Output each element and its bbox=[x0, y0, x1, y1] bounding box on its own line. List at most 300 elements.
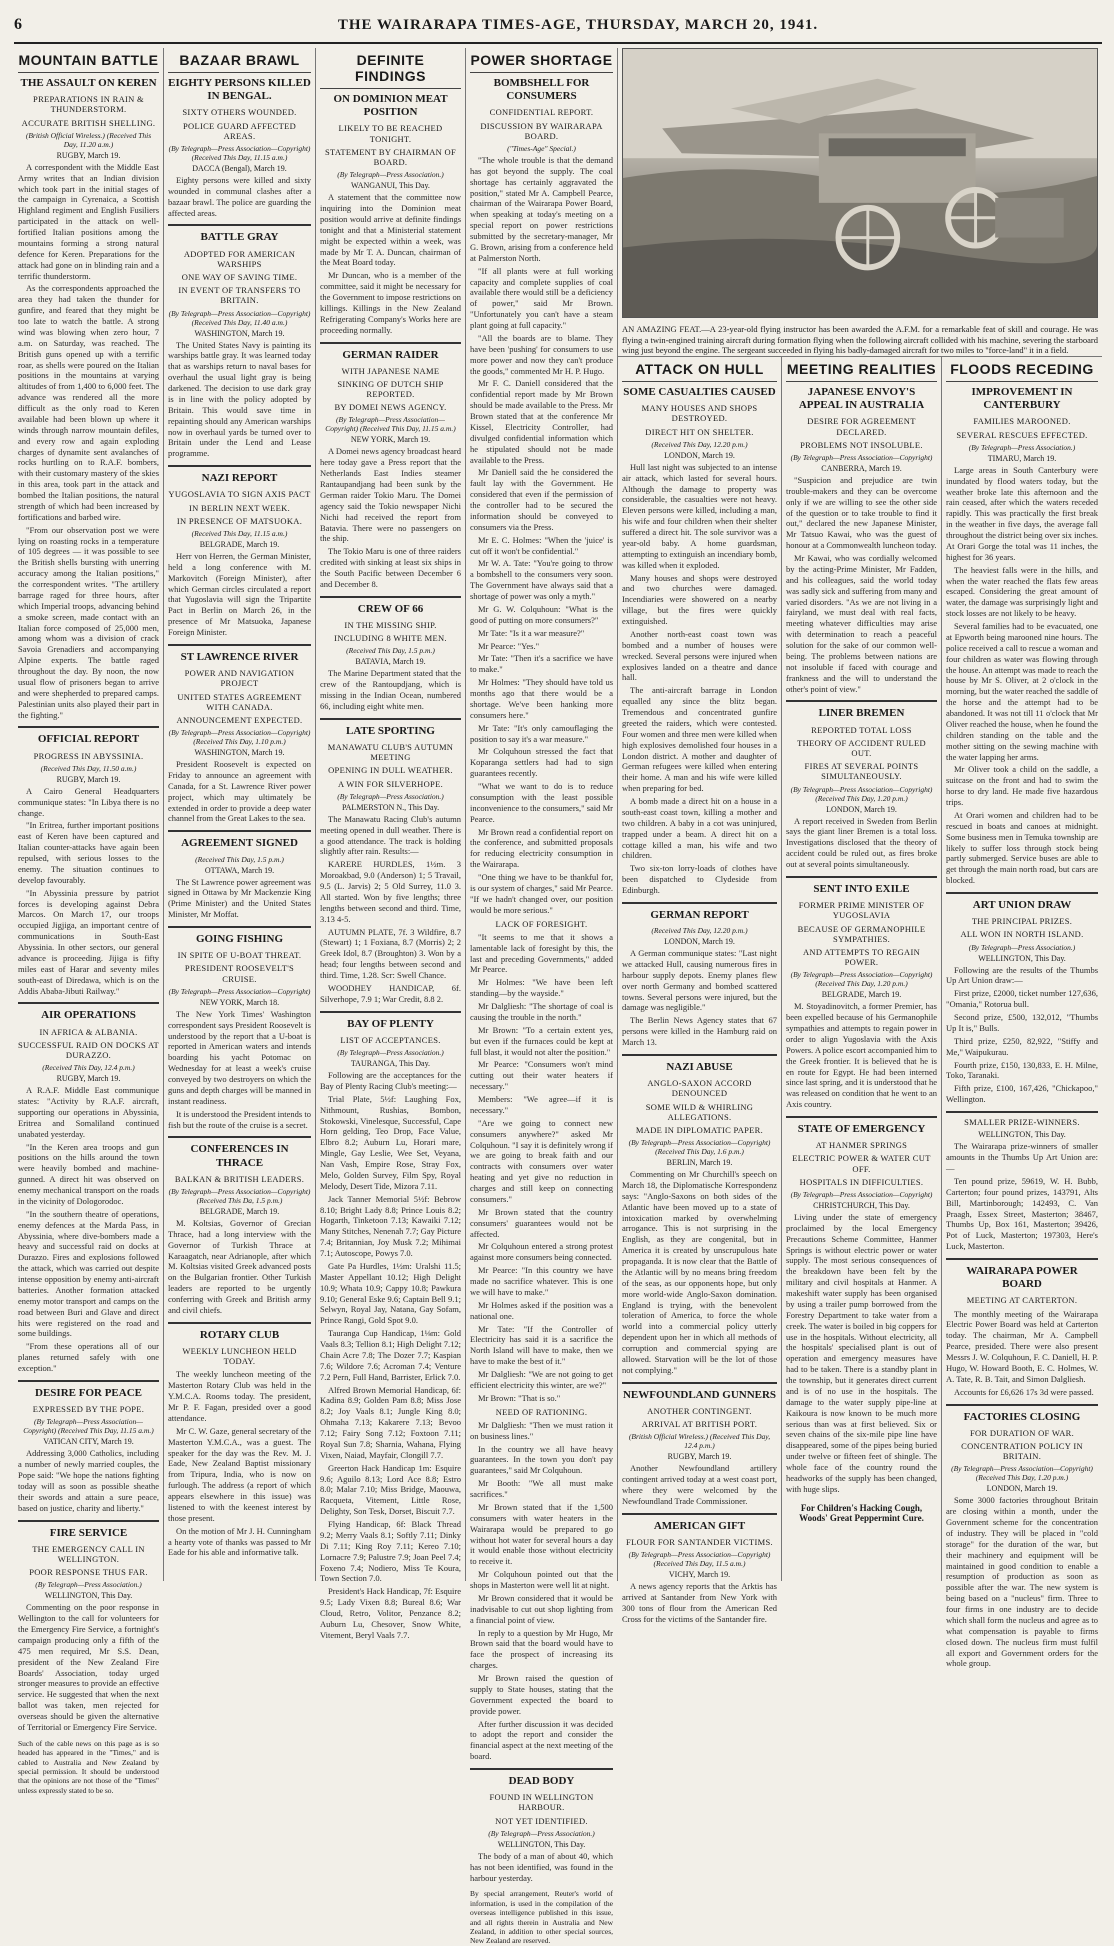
article-paragraph: Many houses and shops were destroyed and two churches were damaged. Incendiaries were showered on a nearby village, but the fires were quickly extinguished. bbox=[622, 572, 777, 626]
deck: BY DOMEI NEWS AGENCY. bbox=[334, 402, 447, 413]
subheadline: YUGOSLAVIA TO SIGN AXIS PACT bbox=[168, 489, 311, 500]
article-paragraph: The monthly meeting of the Wairarapa Electric Power Board was held at Carterton today. The chairman, Mr A. Campbell Pearce, presided. There were also present Messrs J. W. Colquhoun, F. C. Daniell, H. P. Hugo, W. Howard Booth, E. C. Holmes, W. A. Tate, R. B. Tait, and Simon Dalgliesh. bbox=[946, 1308, 1098, 1384]
credit-line: (By Telegraph—Press Association—Copyright) (Received This Day, 11.15 a.m.) bbox=[23, 1417, 154, 1436]
article-paragraph: Mr Tate: "Then it's a sacrifice we have to make." bbox=[470, 653, 613, 675]
article-paragraph: Mr C. W. Gaze, general secretary of the Masterton Y.M.C.A., was a guest. The speaker for the day was the Rev. M. J. Eade, New Zealand Baptist missionary from Tripura, India, who is now on furlough. The address (a report of which appears elsewhere in this issue) was listened to with the keenest interest by those present. bbox=[168, 1425, 311, 1523]
article-paragraph: Trial Plate, 5½f: Laughing Fox, Nithmount, Rushias, Bombon, Stokowski, Vinelesque, Successful, Cape Horn gelding, Teo Drop, Face Value, Elbro 8.2; Auburn Lu, Horari mare, Mingle, Gay Leslie, Wee Set, Veyana, Nan Vash, Empire Rose, Stray Fox, Melo, Golden Survey, Film Spy, Royal Melody, Desert Tide, Mizora 7.11. bbox=[320, 1093, 461, 1191]
article-paragraph: Tauranga Cup Handicap, 1⅛m: Gold Vaals 8.3; Tellion 8.1; High Delight 7.12; Chain Acre 7.8; The Dozer 7.7; Kaspian 7.6; Wildore 7.6; Acroman 7.4; Venture 7.2 Pern, Full Hand, Barrister, Erlick 7.0. bbox=[320, 1328, 461, 1382]
deck: SIXTY OTHERS WOUNDED. bbox=[182, 107, 297, 118]
article-paragraph: Mr Duncan, who is a member of the committee, said it might be necessary for the Government to impose restrictions on killings. Killings in the New Zealand Refrigerating Company's Works here are proceeding normally. bbox=[320, 270, 461, 335]
headline: NAZI ABUSE bbox=[666, 1060, 733, 1073]
deck: LIKELY TO BE REACHED TONIGHT. bbox=[338, 123, 443, 144]
article-paragraph: Mr Brown: "That is so." bbox=[478, 1392, 561, 1403]
deck: POOR RESPONSE THUS FAR. bbox=[29, 1567, 148, 1578]
article-paragraph: Mr Colquhoun pointed out that the shops in Masterton were well lit at night. bbox=[470, 1569, 613, 1591]
subheadline: EIGHTY PERSONS KILLED IN BENGAL. bbox=[168, 77, 311, 103]
deck: AND ATTEMPTS TO REGAIN POWER. bbox=[802, 946, 921, 968]
headline: OFFICIAL REPORT bbox=[37, 733, 140, 746]
divider bbox=[320, 718, 461, 721]
right-block bbox=[618, 48, 1102, 1669]
credit-line: (By Telegraph—Press Association—Copyright) (Received This Day, 1.20 p.m.) bbox=[790, 970, 933, 989]
deck: PROGRESS IN ABYSSINIA. bbox=[33, 750, 144, 761]
article-paragraph: Mr Pearce: "Consumers won't mind cutting out their water heaters if necessary." bbox=[470, 1059, 613, 1092]
dateline: LONDON, March 19. bbox=[664, 937, 735, 947]
divider bbox=[946, 1404, 1098, 1407]
article-paragraph: Commenting on the poor response in Wellington to the call for volunteers for the Emergency Fire Service, a fortnight's campaign producing only a fifth of the 475 men required, Mr S.S. Dean, president of the New Zealand Fire Boards' Association, today urged stronger measures to provide an effective service. He suggested that when the next ballot was taken, men rejected for overseas should be given the alternative of Territorial or Emergency Fire Service. bbox=[18, 1602, 159, 1732]
credit-line: (By Telegraph—Press Association.) bbox=[337, 1048, 444, 1058]
article-paragraph: Mr Oliver took a child on the saddle, a suitcase on the front and had to swim the horse to dry land. He made five hazardous trips. bbox=[946, 764, 1098, 807]
column-3 bbox=[316, 48, 466, 1640]
divider bbox=[622, 1054, 777, 1057]
deck: ELECTRIC POWER & WATER CUT OFF. bbox=[792, 1153, 931, 1174]
article-paragraph: Mr G. W. Colquhoun: "What is the good of putting on more consumers?" bbox=[470, 603, 613, 625]
article-paragraph: "If all plants were at full working capacity and complete supplies of coal available there would still be a deficiency of power," said Mr Brown. "Unfortunately you can't have a steam plant going at full capacity." bbox=[470, 265, 613, 331]
dateline: NEW YORK, March 18. bbox=[199, 997, 280, 1007]
article-paragraph: Another Newfoundland artillery contingent arrived today at a west coast port, where they were welcomed by the Newfoundland Trade Commissioner. bbox=[622, 1463, 777, 1506]
article-paragraph: Third prize, £250, 82,922, "Stiffy and Me," Waipukurau. bbox=[946, 1035, 1098, 1057]
article-paragraph: The anti-aircraft barrage in London equalled any since the blitz began. Tremendous and concentrated gunfire greeted the raiders, which were contested. Four women and three men were killed when high explosives demolished four houses in a London district. A mother and daughter of German refugees were killed when entering their home. A man and his wife were killed when preparing for bed. bbox=[622, 685, 777, 794]
article-paragraph: Following are the results of the Thumbs Up Art Union draw:— bbox=[946, 964, 1098, 986]
crosshead: LACK OF FORESIGHT. bbox=[495, 918, 588, 929]
credit-line: (By Telegraph—Press Association—Copyright) (Received This Day, 11.15 a.m.) bbox=[168, 143, 311, 162]
deck: PROBLEMS NOT INSOLUBLE. bbox=[800, 439, 923, 450]
article-paragraph: The Wairarapa prize-winners of smaller amounts in the Thumbs Up Art Union are:— bbox=[946, 1141, 1098, 1173]
credit-line: (By Telegraph—Press Association.) bbox=[337, 791, 444, 801]
dateline: WELLINGTON, This Day. bbox=[978, 1130, 1066, 1140]
divider bbox=[168, 830, 311, 833]
headline: CREW OF 66 bbox=[357, 602, 424, 615]
deck: ALL WON IN NORTH ISLAND. bbox=[960, 929, 1084, 940]
dateline: VATICAN CITY, March 19. bbox=[43, 1437, 134, 1447]
subheadline: ADOPTED FOR AMERICAN WARSHIPS bbox=[183, 248, 296, 269]
article-paragraph: Ten pound prize, 59619, W. H. Bubb, Carterton; four pound prizes, 143791, Alts Bill, Martinborough; 142493, C. Van Praagh, Essex Street, Masterton; 38467, Thumbs Up, Box 161, Masterton; 39426, Pot of Luck, Masterton; 197303, Here's Luck, Masterton. bbox=[946, 1175, 1098, 1252]
article-paragraph: A R.A.F. Middle East communique states: "Activity by R.A.F. aircraft, supporting our operations in Abyssinia, Eritrea and Somaliland continued unabated yesterday. bbox=[18, 1085, 159, 1139]
deck: LIST OF ACCEPTANCES. bbox=[340, 1034, 441, 1045]
divider bbox=[168, 926, 311, 929]
column-4 bbox=[466, 48, 618, 1946]
article-paragraph: Mr F. C. Daniell considered that the confidential report made by Mr Brown should be made available to the Press. Mr Brown stated that at the conference Mr Kissel, Electricity Controller, had divulged confidential information which he stipulated should not be made available to the Press. bbox=[470, 378, 613, 465]
subheadline: ANGLO-SAXON ACCORD DENOUNCED bbox=[647, 1078, 752, 1099]
subheadline: REPORTED TOTAL LOSS bbox=[811, 724, 912, 735]
column-6 bbox=[782, 357, 942, 1581]
article-paragraph: Addressing 3,000 Catholics, including a number of newly married couples, the Pope said: "We hope the nations fighting today will as soon as possible sheathe their swords and attain a sure peace, based on justice, charity and liberty." bbox=[18, 1448, 159, 1513]
headline: MOUNTAIN BATTLE bbox=[18, 48, 159, 73]
deck: DISCUSSION BY WAIRARAPA BOARD. bbox=[480, 120, 603, 141]
headline: LINER BREMEN bbox=[818, 707, 905, 720]
credit-line: (Received This Day, 12.20 p.m.) bbox=[651, 926, 748, 936]
credit-line: (By Telegraph—Press Association—Copyright) (Received This Day, 1.10 p.m.) bbox=[168, 728, 311, 747]
divider bbox=[168, 465, 311, 468]
article-paragraph: "In Eritrea, further important positions east of Keren have been captured and Italian counter-attacks have again been repulsed, with serious losses to the enemy. The situation continues to develop favourably. bbox=[18, 820, 159, 885]
dateline: RUGBY, March 19. bbox=[56, 774, 121, 784]
article-paragraph: "In the Keren area troops and gun positions on the hills around the town were heavily bombed and machine-gunned. A direct hit was observed on enemy mechanical transport on the roads in the vicinity of Dologorodoc. bbox=[18, 1141, 159, 1206]
credit-line: (By Telegraph—Press Association.) bbox=[968, 442, 1076, 452]
deck: PRESIDENT ROOSEVELT'S CRUISE. bbox=[184, 963, 295, 984]
article-paragraph: The United States Navy is painting its warships battle gray. It was learned today that as warships return to naval bases for overhaul the usual light gray is being darkened. The decision to use dark gray is in line with the policy adopted by Britain. This would save time in repainting should any American warships now in overhaul yards be turned over to Britain under the Lend and Lease programme. bbox=[168, 339, 311, 459]
dateline: WELLINGTON, This Day. bbox=[44, 1591, 133, 1601]
headline: LATE SPORTING bbox=[346, 724, 435, 737]
column-2 bbox=[164, 48, 316, 1581]
headline: AMERICAN GIFT bbox=[653, 1519, 746, 1532]
dateline: OTTAWA, March 19. bbox=[204, 865, 275, 875]
deck: ARRIVAL AT BRITISH PORT. bbox=[641, 1419, 758, 1430]
headline: DESIRE FOR PEACE bbox=[35, 1386, 142, 1399]
divider bbox=[622, 1382, 777, 1385]
deck: ONE WAY OF SAVING TIME. bbox=[181, 272, 298, 282]
deck: MANY HOUSES AND SHOPS DESTROYED. bbox=[641, 403, 758, 424]
article-paragraph: The Manawatu Racing Club's autumn meeting opened in dull weather. There is a good attendance. The track is holding slightly after rain. Results:— bbox=[320, 813, 461, 857]
deck: IN AFRICA & ALBANIA. bbox=[39, 1026, 138, 1037]
credit-line: (By Telegraph—Press Association.) bbox=[35, 1580, 142, 1590]
article-paragraph: A bomb made a direct hit on a house in a south-east coast town, killing a mother and two children. A baby in a cot was uninjured, trapped under a beam. A direct hit on a cottage killed a man, his wife and two children. bbox=[622, 796, 777, 861]
headline: GOING FISHING bbox=[195, 933, 284, 945]
deck: IN SPITE OF U-BOAT THREAT. bbox=[177, 950, 302, 961]
photo-caption: AN AMAZING FEAT.—A 23-year-old flying instructor has been awarded the A.F.M. for a remarkable feat of skill and courage. He was flying a twin-engined training aircraft during formation flying when the following aircraft collided with his machine, severing the starboard wing just beyond the engine. The sergeant succeeded in flying his badly-damaged aircraft for two miles to "force-land" it in a field. bbox=[622, 324, 1098, 356]
deck: THE PRINCIPAL PRIZES. bbox=[971, 916, 1073, 927]
article-paragraph: The body of a man of about 40, which has not been identified, was found in the harbour yesterday. bbox=[470, 1850, 613, 1883]
deck: IN BERLIN NEXT WEEK. bbox=[188, 502, 291, 513]
deck: SEVERAL RESCUES EFFECTED. bbox=[956, 429, 1088, 440]
article-paragraph: In reply to a question by Mr Hugo, Mr Brown said that the board would have to face the prospect of increasing its charges. bbox=[470, 1627, 613, 1671]
dateline: LONDON, March 19. bbox=[986, 1484, 1058, 1494]
crosshead: NEED OF RATIONING. bbox=[495, 1406, 588, 1417]
credit-line: (By Telegraph—Press Association.) bbox=[337, 170, 444, 180]
article-paragraph: Mr Tate: "It's only camouflaging the position to say it's a war measure." bbox=[470, 722, 613, 744]
article-paragraph: The heaviest falls were in the hills, and when the water reached the flats few areas escaped. Considering the great amount of water, the damage was surprisingly light and stock losses are not likely to be heavy. bbox=[946, 564, 1098, 619]
lower-grid bbox=[618, 356, 1102, 1669]
divider bbox=[320, 342, 461, 345]
headline: GERMAN REPORT bbox=[650, 908, 749, 921]
headline: DEFINITE FINDINGS bbox=[320, 48, 461, 89]
deck: SINKING OF DUTCH SHIP REPORTED. bbox=[337, 378, 444, 400]
credit-line: ("Times-Age" Special.) bbox=[507, 143, 576, 153]
headline: BAZAAR BRAWL bbox=[168, 48, 311, 73]
article-paragraph: "One thing we have to be thankful for, is our system of charges," said Mr Pearce. "If we hadn't changed over, our position would be more serious." bbox=[470, 872, 613, 915]
dateline: WASHINGTON, March 19. bbox=[194, 748, 285, 758]
footnote: Such of the cable news on this page as is so headed has appeared in the "Times," and is cabled to Australia and New Zealand by special permission. It should be understood that the opinions are not those of the "Times" unless expressly stated to be so. bbox=[18, 1738, 159, 1795]
article-paragraph: WOODHEY HANDICAP, 6f. Silverhope, 7.9 1; War Credit, 8.8 2. bbox=[320, 982, 461, 1004]
deck: CONFIDENTIAL REPORT. bbox=[489, 107, 594, 118]
article-paragraph: Fourth prize, £150, 130,833, E. H. Milne, Toko, Taranaki. bbox=[946, 1059, 1098, 1081]
article-paragraph: Mr Brown considered that it would be inadvisable to cut out shop lighting from a financial point of view. bbox=[470, 1592, 613, 1625]
credit-line: (Received This Day, 1.5 p.m.) bbox=[195, 854, 284, 864]
divider bbox=[18, 1002, 159, 1005]
article-paragraph: Mr Daniell said the he considered the fault lay with the Government. He considered that even if the permission of the controller had to be secured the information should be conveyed to consumers via the Press. bbox=[470, 467, 613, 532]
article-paragraph: KARERE HURDLES, 1½m. 3 Moroakbad, 9.0 (Anderson) 1; 5 Travail, 9.5 (L. Jarvis) 2; 5 Old Surrey, 11.0 3. All started. Won by five lengths; three lengths between second and third. Time, 3.13 4-5. bbox=[320, 859, 461, 924]
advertisement: For Children's Hacking Cough, Woods' Great Peppermint Cure. bbox=[799, 1502, 924, 1523]
column-1 bbox=[14, 48, 164, 1795]
subheadline: FORMER PRIME MINISTER OF YUGOSLAVIA bbox=[798, 900, 925, 921]
article-paragraph: "Are we going to connect new consumers anywhere?" asked Mr Colquhoun. "I say it is definitely wrong if we are going to break faith and our contracts with consumers over water heating and yet give no reduction in charges and still keep on connecting consumers." bbox=[470, 1117, 613, 1204]
dateline: RUGBY, March 19. bbox=[56, 150, 121, 160]
dateline: VICHY, March 19. bbox=[668, 1570, 731, 1580]
article-paragraph: President's Hack Handicap, 7f: Esquire 9.5; Lady Vixen 8.8; Bureal 8.6; War Cloud, Retro, Volitor, Penzance 8.2; Auburn Lu, Chesover, Snow White, Vitement, Beryl Vaals 7.7. bbox=[320, 1586, 462, 1640]
deck: DESIRE FOR AGREEMENT DECLARED. bbox=[807, 416, 916, 437]
subheadline: MANAWATU CLUB'S AUTUMN MEETING bbox=[327, 742, 454, 763]
article-paragraph: Mr Brown stated that if the 1,500 consumers with water heaters in the Wairarapa would be prepared to go without hot water for several hours a day it would enable those without electricity to receive it. bbox=[470, 1501, 613, 1567]
headline: FIRE SERVICE bbox=[49, 1526, 128, 1539]
deck: SOME WILD & WHIRLING ALLEGATIONS. bbox=[645, 1101, 754, 1122]
headline: ST LAWRENCE RIVER bbox=[180, 650, 299, 663]
subheadline: SOME CASUALTIES CAUSED bbox=[623, 386, 776, 398]
article-paragraph: Second prize, £500, 132,012, "Thumbs Up It is," Bulls. bbox=[946, 1012, 1098, 1033]
dateline: BELGRADE, March 19. bbox=[821, 990, 902, 1000]
dateline: LONDON, March 19. bbox=[826, 804, 897, 814]
credit-line: (By Telegraph—Press Association—Copyright) (Received This Day, 1.6 p.m.) bbox=[628, 1138, 771, 1157]
article-paragraph: It is understood the President intends to fish but the route of the cruise is a secret. bbox=[168, 1108, 311, 1130]
divider bbox=[946, 892, 1098, 895]
dateline: PALMERSTON N., This Day. bbox=[341, 802, 440, 812]
deck: ANNOUNCEMENT EXPECTED. bbox=[176, 714, 303, 725]
article-paragraph: Jack Tanner Memorial 5½f: Bebrow 8.10; Bright Lady 8.8; Prince Louis 8.2; Hogarth, Tinketoon 7.13; Kawaiki 7.12; Many Stitches, Nenenah 7.7; Gay Picture 7.4; Britannian, Joy Musk 7.2; Mihimai 7.1; Autoscope, Powys 7.0. bbox=[320, 1193, 461, 1259]
article-paragraph: Accounts for £6,626 17s 3d were passed. bbox=[954, 1386, 1094, 1397]
deck: FOUND IN WELLINGTON HARBOUR. bbox=[489, 1792, 594, 1813]
deck: DIRECT HIT ON SHELTER. bbox=[645, 426, 754, 437]
article-paragraph: The Berlin News Agency states that 67 persons were killed in the Hamburg raid on March 13. bbox=[622, 1015, 777, 1048]
credit-line: (By Telegraph—Press Association—Copyright) (Received This Day, 11.5 a.m.) bbox=[628, 1550, 771, 1569]
divider bbox=[168, 1136, 311, 1139]
article-paragraph: A statement that the committee now inquiring into the Dominion meat position would arrive at definite findings tonight and that a Ministerial statement might be expected within a week, was made by Mr T. A. Duncan, chairman of the Meat Board today. bbox=[320, 192, 461, 268]
credit-line: (By Telegraph—Press Association—Copyright) bbox=[790, 1189, 933, 1199]
article-paragraph: "All the boards are to blame. They have been 'pushing' for consumers to use more power and now they can't produce the goods," commented Mr H. P. Hugo. bbox=[470, 332, 613, 376]
headline: MEETING REALITIES bbox=[786, 357, 937, 382]
subheadline: WITH JAPANESE NAME bbox=[341, 365, 440, 376]
headline: GERMAN RAIDER bbox=[342, 348, 439, 361]
article-paragraph: "From our observation post we were lying on roasting rocks in a temperature of 105 degrees — it was possible to see the British shells bursting with unerring accuracy among the Italian positions," the correspondent writes. "The artillery barrage raged for three hours, after which Imperial troops, advancing behind a smoke screen, made contact with an Italian force composed of 25,000 men, among whom was a division of crack Savoia Grenadiers and accompanying Alpine experts. The battle raged throughout the day. By noon, the now usual flow of prisoners began to arrive and were shepherded to prepared camps. Palestinian units also played their part in the fighting." bbox=[18, 524, 159, 720]
article-paragraph: A Domei news agency broadcast heard here today gave a Press report that the Netherlands East Indies steamer Rantaupandjang had been sunk by the German raider Tokio Maru. The Domei agency said the Tokio newspaper Nichi Nichi had received the report from Batavia. There were no passengers on the ship. bbox=[320, 446, 461, 544]
deck: BALKAN & BRITISH LEADERS. bbox=[174, 1173, 305, 1184]
article-paragraph: Mr Booth: "We all must make sacrifices." bbox=[470, 1478, 613, 1500]
dateline: DACCA (Bengal), March 19. bbox=[192, 163, 287, 173]
subheadline: ON DOMINION MEAT POSITION bbox=[333, 93, 448, 119]
dateline: RUGBY, March 19. bbox=[667, 1452, 732, 1462]
article-paragraph: In the country we all have heavy guarantees. In the town you don't pay guarantees," said Mr Colquhoun. bbox=[470, 1443, 613, 1476]
article-paragraph: Greerton Hack Handicap 1m: Esquire 9.6; Aguilo 8.13; Lord Ace 8.8; Estro 8.0; Malar 7.10; Miss Bridge, Maouwa, Racqueta, Vitement, Little Rose, Delighty, Son Tesk, Dorset, Biscuit 7.7. bbox=[320, 1462, 461, 1517]
article-paragraph: Mr Holmes asked if the position was a national one. bbox=[470, 1299, 613, 1321]
article-paragraph: Mr E. C. Holmes: "When the 'juice' is cut off it won't be confidential." bbox=[470, 534, 613, 556]
article-paragraph: A correspondent with the Middle East Army writes that an Indian division which took part in the initial stages of the campaign in Cyrenaica, a Scottish Highland regiment and English Fusiliers participated in the attack on well-fortified Italian positions among the mountains forming a strong natural defence for Keren. Preparations for the attack had gone on in blinding rain and a terrific thunderstorm. bbox=[18, 161, 159, 281]
divider bbox=[168, 224, 311, 227]
article-paragraph: Mr Dalgliesh: "The shortage of coal is causing the trouble in the north." bbox=[470, 1001, 613, 1022]
divider bbox=[946, 1111, 1098, 1114]
credit-line: (Received This Day, 12.4 p.m.) bbox=[42, 1063, 135, 1073]
article-paragraph: Commenting on Mr Churchill's speech on March 18, the Diplomatische Korrespondenz says: "Anglo-Saxons on both sides of the Atlantic have been moved up to a state of intoxication marked by overwhelming arrogance. This is not surprising in the English, as they are congenital, but in America it is created by unscrupulous hate propaganda. It is now clear that the Battle of the Atlantic will by no means bring freedom of the seas, as our opponents hope, but only more world-wide Anglo-Saxon domination. England is trying, with the benevolent toleration of America, to force the whole world into a commercial policy utterly dependent upon her in which all methods of corruption and commercial spying are allowed. Starvation will be the lot of those not complying." bbox=[622, 1169, 777, 1375]
article-paragraph: Eighty persons were killed and sixty wounded in communal clashes after a bazaar brawl. The police are guarding the affected areas. bbox=[168, 174, 311, 218]
credit-line: (Received This Day, 1.5 p.m.) bbox=[346, 646, 435, 656]
article-paragraph: Two six-ton lorry-loads of clothes have been dispatched to Clydeside from Edinburgh. bbox=[622, 863, 777, 895]
deck: SUCCESSFUL RAID ON DOCKS AT DURAZZO. bbox=[18, 1039, 159, 1060]
deck: CONCENTRATION POLICY IN BRITAIN. bbox=[961, 1440, 1083, 1462]
article-paragraph: Members: "We agree—if it is necessary." bbox=[470, 1094, 613, 1115]
article-paragraph: Gate Pa Hurdles, 1½m: Uralshi 11.5; Master Appellant 10.12; High Delight 10.9; Whata 10.9; Cappy 10.8; Pawkura 9.10; General Eske 9.6; Captain Bell 9.1; Selwyn, Royal Jay, Natana, Gay Sofam, Prince Rangi, Gold Spot 9.0. bbox=[320, 1260, 461, 1326]
dateline: CHRISTCHURCH, This Day. bbox=[813, 1200, 910, 1210]
headline: FLOODS RECEDING bbox=[946, 357, 1098, 382]
masthead-title: THE WAIRARAPA TIMES-AGE, THURSDAY, MARCH 20, 1941. bbox=[337, 17, 819, 33]
deck: FLOUR FOR SANTANDER VICTIMS. bbox=[626, 1536, 773, 1547]
credit-line: (British Official Wireless.) (Received This Day, 11.20 a.m.) bbox=[25, 130, 152, 149]
deck: NOT YET IDENTIFIED. bbox=[495, 1815, 588, 1826]
article-paragraph: Large areas in South Canterbury were inundated by flood waters today, but the weather broke late this afternoon and the rain ceased, after which the waters receded rapidly. This was practically the first break in the weather in five days, the average fall throughout the district being over six inches. At Orari Gorge the total was 11 inches, the highest for 36 years. bbox=[946, 464, 1098, 562]
credit-line: (British Official Wireless.) (Received This Day, 12.4 p.m.) bbox=[628, 1432, 771, 1451]
divider bbox=[786, 1116, 937, 1119]
article-paragraph: "In Abyssinia pressure by patriot forces is developing against Debra Marcos. On March 17, our troops occupied Jigjiga, an important centre of communications in South-East Abyssinia. In other sectors, our general advance is proceeding. Jijiga is fifty miles east of Harar and seventy miles south-east of Diredawa, which is on the Addis Ababa-Jibuti Railway." bbox=[18, 887, 159, 996]
dateline: WELLINGTON, This Day. bbox=[497, 1839, 586, 1849]
dateline: WANGANUI, This Day. bbox=[351, 181, 430, 191]
article-paragraph: Mr Colquhoun stressed the fact that Koparanga settlers had had to sign guarantees recently. bbox=[470, 746, 613, 779]
deck: IN PRESENCE OF MATSUOKA. bbox=[176, 515, 303, 526]
subheadline: POWER AND NAVIGATION PROJECT bbox=[184, 668, 295, 689]
dateline: BELGRADE, March 19. bbox=[199, 1206, 280, 1216]
dateline: NEW YORK, March 19. bbox=[350, 435, 431, 445]
credit-line: (By Telegraph—Press Association—Copyright) bbox=[168, 986, 311, 996]
divider bbox=[168, 644, 311, 647]
credit-line: (By Telegraph—Press Association.) bbox=[488, 1828, 595, 1838]
article-paragraph: President Roosevelt is expected on Friday to announce an agreement with Canada, for a St. Lawrence River power project, which may ultimately be extended in order to provide a deep water channel from the Great Lakes to the sea. bbox=[168, 759, 311, 824]
article-paragraph: A German communique states: "Last night we attacked Hull, causing numerous fires in harbour supply depots. Enemy planes flew over north Germany and bombed scattered towns. Several persons were injured, but the damage was negligible." bbox=[622, 948, 777, 1013]
article-paragraph: Mr Brown stated that the country consumers' guarantees would not be affected. bbox=[470, 1206, 613, 1239]
article-paragraph: "Suspicion and prejudice are twin trouble-makers and they can be overcome only if we are willing to see the other side of the question or to take trouble to find it out," declared the new Japanese Minister, Mr Tatsuo Kawai, who was the guest of honour at a Commonwealth luncheon today. bbox=[786, 474, 937, 551]
column-7 bbox=[942, 357, 1102, 1669]
dateline: CANBERRA, March 19. bbox=[821, 463, 902, 473]
headline: CONFERENCES IN THRACE bbox=[190, 1143, 289, 1169]
deck: UNITED STATES AGREEMENT WITH CANADA. bbox=[177, 691, 302, 712]
dateline: BATAVIA, March 19. bbox=[355, 657, 426, 667]
article-paragraph: Mr Pearce: "Yes." bbox=[478, 640, 540, 651]
article-paragraph: Another north-east coast town was bombed and a number of houses were wrecked. Several persons were injured when explosives landed on a theatre and dance hall. bbox=[622, 628, 777, 683]
article-paragraph: Hull last night was subjected to an intense air attack, which lasted for several hours. Although the damage to property was considerable, the casualties were not heavy. Eleven persons were killed, including a man, his wife and four children when their shelter suffered a direct hit. The sole survivor was a year-old baby. A home guardsman, attempting to extinguish an incendiary bomb, was killed when it exploded. bbox=[622, 461, 777, 570]
headline: FACTORIES CLOSING bbox=[963, 1410, 1081, 1423]
article-paragraph: Mr Pearce: "In this country we have made no sacrifice whatever. This is one we will have to make." bbox=[470, 1265, 613, 1297]
subheadline: JAPANESE ENVOY'S APPEAL IN AUSTRALIA bbox=[798, 386, 925, 412]
article-paragraph: Mr W. A. Tate: "You're going to throw a bombshell to the consumers very soon. The Government have always said that a shortage of power was only a myth." bbox=[470, 558, 613, 602]
article-paragraph: Mr Tate: "If the Controller of Electricity has said it is a sacrifice the North Island will have to make, then we have to make the best of it." bbox=[470, 1323, 613, 1367]
article-paragraph: M. Stoyadinovitch, a former Premier, has been expelled because of his Germanophile sympathies and attempts to regain power in order to align Yugoslavia with the Axis Powers. A police escort accompanied him to the Greek frontier. It is believed that he is en route for Egypt. He had been interned since last spring, and it is understood that he was released on condition that he went to an Axis country. bbox=[786, 1001, 937, 1110]
divider bbox=[168, 1322, 311, 1325]
article-paragraph: As the correspondents approached the area they had taken the thunder for gunfire, and feared that they might be too late to watch the battle. A strong wind was blowing when zero hour, 7 a.m. on Saturday, was reached. The British guns opened up with a terrific roar, as shells were poured on the Italian positions in the mountains at varying altitudes of from 1,400 to 6,000 feet. The advance was rendered all the more difficult as the only road to Keren available had been blown up where it winds through narrow mountain defiles, and every row and again exploding charges of dynamite sent avalanches of rocks hurtling on to R.A.F. bombers, with their customary mastery of the skies in this area, took part in the attack and bombed the Italian positions, the natural strength of which had been increased by fortifications and barbed wire. bbox=[18, 283, 159, 522]
headline: ART UNION DRAW bbox=[972, 899, 1072, 911]
divider bbox=[786, 876, 937, 879]
credit-line: (By Telegraph—Press Association—Copyright) (Received This Day, 11.15 a.m.) bbox=[325, 415, 456, 434]
article-paragraph: M. Koltsias, Governor of Grecian Thrace, had a long interview with the Governor of Turkish Thrace at Karaagatch, near Adrianople, after which M. Koltsias visited Greek advanced posts on the Bulgarian frontier. Other Turkish leaders are reported to be urgently conferring with Greek and British army and civil chiefs. bbox=[168, 1217, 311, 1315]
column-grid bbox=[14, 48, 1102, 1946]
subheadline: BOMBSHELL FOR CONSUMERS bbox=[493, 77, 590, 103]
deck: STATEMENT BY CHAIRMAN OF BOARD. bbox=[325, 146, 456, 167]
article-paragraph: The St Lawrence power agreement was signed in Ottawa by Mr Mackenzie King (Prime Minister) and the United States Minister, Mr Moffat. bbox=[168, 876, 311, 920]
dateline: BELGRADE, March 19. bbox=[199, 539, 280, 549]
article-paragraph: First prize, £2000, ticket number 127,636, "Omania," Rotorua bull. bbox=[946, 988, 1098, 1010]
headline: AGREEMENT SIGNED bbox=[181, 837, 298, 850]
deck: ACCURATE BRITISH SHELLING. bbox=[21, 117, 156, 128]
article-paragraph: "The whole trouble is that the demand has got beyond the supply. The coal shortage has certainly aggravated the position," stated Mr A. Campbell Pearce, chairman of the Wairarapa Power Board, when speaking at today's meeting on a special report on power restrictions submitted by the secretary-manager, Mr G. Brown, arising from a conference held at Palmerston North. bbox=[470, 154, 613, 263]
deck: MEETING AT CARTERTON. bbox=[966, 1295, 1078, 1306]
article-paragraph: "What we want to do is to reduce consumption with the least possible inconvenience to the consumers," said Mr Pearce. bbox=[470, 781, 613, 824]
credit-line: (By Telegraph—Press Association.) bbox=[968, 942, 1076, 952]
dateline: RUGBY, March 19. bbox=[56, 1074, 121, 1084]
article-paragraph: Mr Dalgliesh: "Then we must ration it on business lines." bbox=[470, 1419, 613, 1441]
article-paragraph: The weekly luncheon meeting of the Masterton Rotary Club was held in the Y.M.C.A. Rooms today. The president, Mr P. F. Fagan, presided over a good attendance. bbox=[168, 1369, 311, 1423]
article-paragraph: A news agency reports that the Arktis has arrived at Santander from New York with 300 tons of flour from the American Red Cross for the victims of the Santander fire. bbox=[622, 1581, 777, 1624]
dateline: BERLIN, March 19. bbox=[666, 1158, 733, 1168]
headline: NAZI REPORT bbox=[201, 472, 278, 485]
headline: ROTARY CLUB bbox=[199, 1328, 280, 1341]
headline: WAIRARAPA POWER BOARD bbox=[966, 1265, 1078, 1291]
article-paragraph: Mr Brown: "To a certain extent yes, but even if the furnaces could be kept at full blast, it would not alter the position." bbox=[470, 1024, 613, 1057]
article-paragraph: Mr Holmes: "We have been left standing—by the wayside." bbox=[470, 977, 613, 999]
subheadline: ANOTHER CONTINGENT. bbox=[647, 1405, 752, 1416]
crashed-aircraft-image bbox=[623, 49, 1097, 317]
deck: FAMILIES MAROONED. bbox=[973, 416, 1071, 427]
subheadline: THE ASSAULT ON KEREN bbox=[20, 77, 157, 89]
deck: WEEKLY LUNCHEON HELD TODAY. bbox=[182, 1346, 297, 1367]
article-paragraph: The Tokio Maru is one of three raiders credited with sinking at least six ships in the South Pacific between December 6 and December 8. bbox=[320, 546, 461, 589]
divider bbox=[470, 1768, 613, 1771]
deck: THE EMERGENCY CALL IN WELLINGTON. bbox=[32, 1543, 145, 1564]
article-paragraph: Mr Kawai, who was cordially welcomed by the acting-Prime Minister, Mr Fadden, and his colleagues, said the world today was sadly sick and suffering from many and varied disorders. "As we are not living in a fairyland, we must deal with real facts, meeting whatever difficulties may arise with determination to reach a peaceful solution for the sake of our common well-being. The problems between nations are not insoluble if faced with courage and frankness and the will to understand the other's point of view." bbox=[786, 553, 937, 694]
dateline: TAURANGA, This Day. bbox=[350, 1059, 431, 1069]
deck: INCLUDING 8 WHITE MEN. bbox=[334, 633, 447, 644]
deck: A WIN FOR SILVERHOPE. bbox=[337, 778, 443, 789]
divider bbox=[320, 596, 461, 599]
subheadline: IMPROVEMENT IN CANTERBURY bbox=[971, 386, 1073, 412]
page-number: 6 bbox=[14, 16, 22, 33]
credit-line: (Received This Day, 11.50 a.m.) bbox=[40, 763, 137, 773]
article-paragraph: Mr Brown raised the question of supply to State houses, stating that the Government expected the board to provide power. bbox=[470, 1673, 613, 1716]
credit-line: (By Telegraph—Press Association—Copyright) (Received This Day, 1.20 p.m.) bbox=[951, 1464, 1093, 1483]
news-photo bbox=[622, 48, 1098, 318]
article-paragraph: Living under the state of emergency proclaimed by the local Emergency Precautions Scheme Committee, Hanmer Springs is without electric power or water supply. The most serious consequences of the breakdown have been felt by the military and civil hospitals at Hanmer. A makeshift water supply has been organised by using a trailer pump borrowed from the Forestry Department to take water from a creek. The water is boiled in big coppers for use in the hospitals. Without electricity, all the hospitals' specialised plant is out of operation and emergency measures have had to be taken. There is a standby plant in the township, but it generates direct current and is of no use in the hospitals. The damage to the water supply pipe-line at Kaikoura is now known to be much more serious than was at first believed. Six or seven chains of the six-mile pipe line have disappeared, some of the pipes being buried under twelve or fifteen feet of shingle. The whole face of the country round the headworks of the supply has been changed, with huge slips. bbox=[786, 1211, 937, 1494]
article-paragraph: Mr Holmes: "They should have told us months ago that there would be a shortage. We've been hanking more consumers here." bbox=[470, 677, 613, 720]
headline: ATTACK ON HULL bbox=[622, 357, 777, 382]
deck: THEORY OF ACCIDENT RULED OUT. bbox=[797, 737, 926, 758]
article-paragraph: Mr Tate: "Is it a war measure?" bbox=[478, 627, 585, 638]
headline: POWER SHORTAGE bbox=[470, 48, 613, 73]
deck: OPENING IN DULL WEATHER. bbox=[328, 765, 453, 776]
dateline: TIMARU, March 19. bbox=[987, 453, 1057, 463]
divider bbox=[320, 1011, 461, 1014]
article-paragraph: Mr Dalgliesh: "We are not going to get efficient electricity this winter, are we?" bbox=[470, 1369, 613, 1390]
divider bbox=[946, 1258, 1098, 1261]
deck: FIRES AT SEVERAL POINTS SIMULTANEOUSLY. bbox=[804, 761, 919, 782]
article-paragraph: Several families had to be evacuated, one at Epworth being marooned nine hours. The police received a call to rescue a woman and four children as water was flowing through the house. An attempt was made to reach the house by Mr S. Oliver, at 2 o'clock in the morning, but the water reached the saddle of the horse and the attempt had to be abandoned. It was not till 11 o'clock that Mr Oliver reached the house, when he found the children standing on the table and the mother sitting on the sewing machine with the water lapping her arms. bbox=[946, 621, 1098, 762]
article-paragraph: AUTUMN PLATE, 7f. 3 Wildfire, 8.7 (Stewart) 1; 1 Foxiana, 8.7 (Morris) 2; 2 Greek Idol, 8.7 (Broughton) 3. Won by a head; four lengths between second and third. Time, 1.28. Scr: Swell Chance. bbox=[320, 926, 461, 981]
headline: SENT INTO EXILE bbox=[813, 882, 910, 895]
subheadline: AT HANMER SPRINGS bbox=[815, 1140, 908, 1151]
article-paragraph: After further discussion it was decided to adopt the report and consider the financial aspect at the next meeting of the board. bbox=[470, 1718, 613, 1762]
headline: DEAD BODY bbox=[508, 1775, 575, 1788]
footnote: By special arrangement, Reuter's world of information, is used in the compilation of the overseas intelligence published in this issue, and all rights therein in Australia and New Zealand, in addition to other special sources, New Zealand are reserved. bbox=[470, 1889, 613, 1946]
column-5 bbox=[618, 357, 782, 1624]
divider bbox=[786, 700, 937, 703]
credit-line: (By Telegraph—Press Association—Copyright) (Received This Day, 1.20 p.m.) bbox=[790, 784, 933, 803]
article-paragraph: "It seems to me that it shows a lamentable lack of foresight by this, the last and preceding Governments," added Mr Pearce. bbox=[470, 931, 613, 975]
deck: IN THE MISSING SHIP. bbox=[344, 620, 437, 630]
deck: HOSPITALS IN DIFFICULTIES. bbox=[799, 1176, 924, 1187]
article-paragraph: Mr Brown read a confidential report on the conference, and submitted proposals for reducing electricity consumption in the Wairarapa. bbox=[470, 826, 613, 870]
deck: MADE IN DIPLOMATIC PAPER. bbox=[635, 1124, 764, 1135]
article-paragraph: Fifth prize, £100, 167,426, "Chickapoo," Wellington. bbox=[946, 1083, 1098, 1105]
dateline: LONDON, March 19. bbox=[664, 450, 735, 460]
article-paragraph: The New York Times' Washington correspondent says President Roosevelt is understood by the report that a U-boat is reported in American waters and intends boarding his yacht Potomac on Wednesday for at least a week's cruise conveyed by two destroyers on which the guns and depth charges will be manned in instant readiness. bbox=[168, 1008, 311, 1106]
divider bbox=[18, 726, 159, 729]
article-paragraph: A report received in Sweden from Berlin says the giant liner Bremen is a total loss. Investigations disclosed that the theory of accident could be ruled out, as fires broke out at several points simultaneously. bbox=[786, 815, 937, 870]
divider bbox=[18, 1520, 159, 1523]
credit-line: (By Telegraph—Press Association—Copyright) (Received This Da, 1.5 p.m.) bbox=[168, 1186, 311, 1205]
article-paragraph: "From these operations all of our planes returned safely with one exception." bbox=[18, 1341, 159, 1373]
credit-line: (By Telegraph—Press Association—Copyright) bbox=[790, 452, 933, 462]
article-paragraph: Some 3000 factories throughout Britain are closing within a month, under the Government scheme for the concentration of industry. They will be placed in "cold storage" for the duration of the war, but their machinery and equipment will be maintained in good condition to enable a resumption of production as soon as possible after the war. The new system is being based on a "nucleus" firm. Three to four firms in one industry are to decide which shall form the nucleus and agree as to what compensation is payable to firms closed down. The nucleus firm must fulfil all export and Government orders for the whole group. bbox=[946, 1495, 1098, 1669]
article-paragraph: A Cairo General Headquarters communique states: "In Libya there is no change. bbox=[18, 785, 159, 818]
deck: POLICE GUARD AFFECTED AREAS. bbox=[182, 120, 297, 141]
